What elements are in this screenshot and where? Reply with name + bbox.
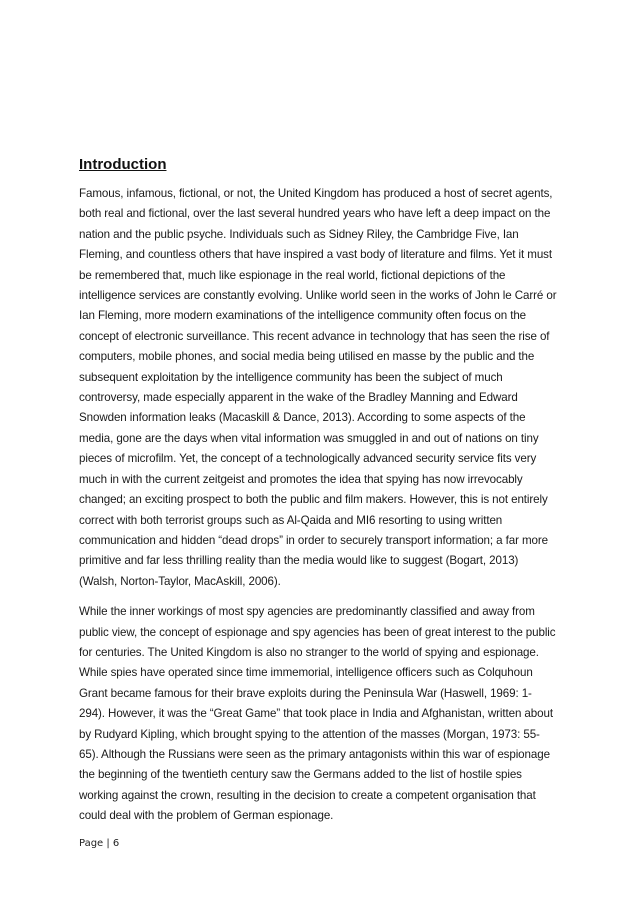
page-body bbox=[79, 155, 557, 837]
paragraph-2: While the inner workings of most spy agencies are predominantly classified and away from public view, the concept of espionage and spy agencies has been of great interest to the public for centuries. The United Kingdom is also no stranger to the world of spying and espionage. While spies have operated since time immemorial, intelligence officers such as Colquhoun Grant became famous for their brave exploits during the Peninsula War (Haswell, 1969: 1-294). However, it was the “Great Game” that took place in India and Afghanistan, written about by Rudyard Kipling, which brought spying to the attention of the masses (Morgan, 1973: 55-65). Although the Russians were seen as the primary antagonists within this war of espionage the beginning of the twentieth century saw the Germans added to the list of hostile spies working against the crown, resulting in the decision to create a competent organisation that could deal with the problem of German espionage. bbox=[79, 605, 556, 823]
section-heading: Introduction bbox=[79, 156, 167, 173]
page-number-footer: Page | 6 bbox=[79, 838, 120, 849]
paragraph-1: Famous, infamous, fictional, or not, the United Kingdom has produced a host of secret agents, both real and fictional, over the last several hundred years who have left a deep impact on the nation and the public psyche. Individuals such as Sidney Riley, the Cambridge Five, Ian Fleming, and countless others that have inspired a vast body of literature and films. Yet it must be remembered that, much like espionage in the real world, fictional depictions of the intelligence services are constantly evolving. Unlike world seen in the works of John le Carré or Ian Fleming, more modern examinations of the intelligence community often focus on the concept of electronic surveillance. This recent advance in technology that has seen the rise of computers, mobile phones, and social media being utilised en masse by the public and the subsequent exploitation by the intelligence community has been the subject of much controversy, made especially apparent in the wake of the Bradley Manning and Edward Snowden information leaks (Macaskill & Dance, 2013). According to some aspects of the media, gone are the days when vital information was smuggled in and out of nations on tiny pieces of microfilm. Yet, the concept of a technologically advanced security service fits very much in with the current zeitgeist and promotes the idea that spying has now irrevocably changed; an exciting prospect to both the public and film makers. However, this is not entirely correct with both terrorist groups such as Al-Qaida and MI6 resorting to using written communication and hidden “dead drops” in order to securely transport information; a far more primitive and far less thrilling reality than the media would like to suggest (Bogart, 2013) (Walsh, Norton-Taylor, MacAskill, 2006). bbox=[79, 187, 557, 588]
